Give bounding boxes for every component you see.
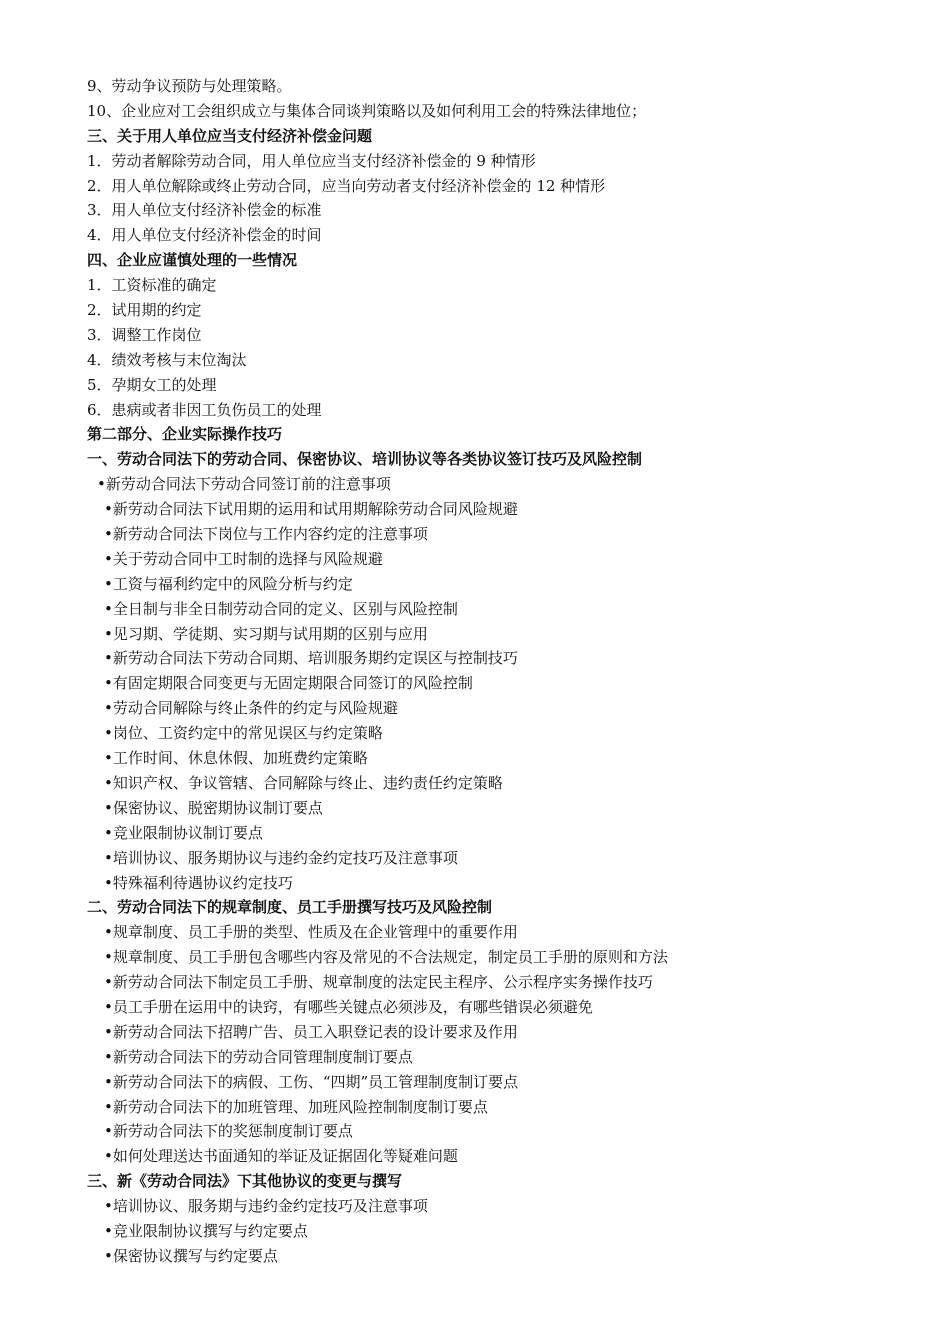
text-line: 3．调整工作岗位 [87, 325, 202, 344]
bullet-item: •培训协议、服务期协议与违约金约定技巧及注意事项 [104, 848, 458, 867]
bullet-item: •员工手册在运用中的诀窍，有哪些关键点必须涉及，有哪些错误必须避免 [104, 997, 593, 1016]
bullet-item: •工资与福利约定中的风险分析与约定 [104, 574, 353, 593]
bullet-item: •知识产权、争议管辖、合同解除与终止、违约责任约定策略 [104, 773, 503, 792]
section-heading: 第二部分、企业实际操作技巧 [87, 425, 283, 444]
text-line: 2．用人单位解除或终止劳动合同，应当向劳动者支付经济补偿金的 12 种情形 [87, 176, 606, 195]
section-heading: 四、企业应谨慎处理的一些情况 [87, 251, 298, 270]
text-line: 1．劳动者解除劳动合同，用人单位应当支付经济补偿金的 9 种情形 [87, 151, 536, 170]
bullet-item: •竞业限制协议撰写与约定要点 [104, 1221, 308, 1240]
bullet-item: •新劳动合同法下招聘广告、员工入职登记表的设计要求及作用 [104, 1022, 518, 1041]
bullet-item: •全日制与非全日制劳动合同的定义、区别与风险控制 [104, 599, 458, 618]
bullet-item: •新劳动合同法下劳动合同签订前的注意事项 [97, 475, 391, 494]
bullet-item: •岗位、工资约定中的常见误区与约定策略 [104, 724, 383, 743]
bullet-item: •竞业限制协议制订要点 [104, 823, 263, 842]
section-heading: 三、新《劳动合同法》下其他协议的变更与撰写 [87, 1172, 403, 1191]
bullet-item: •新劳动合同法下试用期的运用和试用期解除劳动合同风险规避 [104, 500, 518, 519]
bullet-item: •培训协议、服务期与违约金约定技巧及注意事项 [104, 1197, 428, 1216]
text-line: 1．工资标准的确定 [87, 276, 217, 295]
bullet-item: •新劳动合同法下劳动合同期、培训服务期约定误区与控制技巧 [104, 649, 518, 668]
text-line: 3．用人单位支付经济补偿金的标准 [87, 201, 322, 220]
text-line: 10、企业应对工会组织成立与集体合同谈判策略以及如何利用工会的特殊法律地位； [87, 101, 647, 120]
bullet-item: •保密协议、脱密期协议制订要点 [104, 798, 323, 817]
text-line: 6．患病或者非因工负伤员工的处理 [87, 400, 322, 419]
bullet-item: •见习期、学徒期、实习期与试用期的区别与应用 [104, 624, 428, 643]
bullet-item: •新劳动合同法下的病假、工伤、“四期”员工管理制度制订要点 [104, 1072, 519, 1091]
bullet-item: •如何处理送达书面通知的举证及证据固化等疑难问题 [104, 1147, 458, 1166]
document-body [87, 74, 930, 1269]
bullet-item: •新劳动合同法下的劳动合同管理制度制订要点 [104, 1047, 413, 1066]
section-heading: 一、劳动合同法下的劳动合同、保密协议、培训协议等各类协议签订技巧及风险控制 [87, 450, 643, 469]
bullet-item: •新劳动合同法下岗位与工作内容约定的注意事项 [104, 525, 428, 544]
text-line: 4．用人单位支付经济补偿金的时间 [87, 226, 322, 245]
section-heading: 二、劳动合同法下的规章制度、员工手册撰写技巧及风险控制 [87, 898, 493, 917]
bullet-item: •特殊福利待遇协议约定技巧 [104, 873, 293, 892]
text-line: 4．绩效考核与末位淘汰 [87, 350, 247, 369]
text-line: 9、劳动争议预防与处理策略。 [87, 77, 292, 95]
section-heading: 三、关于用人单位应当支付经济补偿金问题 [87, 126, 373, 145]
bullet-item: •关于劳动合同中工时制的选择与风险规避 [104, 549, 383, 568]
bullet-item: •规章制度、员工手册的类型、性质及在企业管理中的重要作用 [104, 923, 518, 942]
bullet-item: •新劳动合同法下的奖惩制度制订要点 [104, 1122, 353, 1141]
text-line: 5．孕期女工的处理 [87, 375, 217, 394]
bullet-item: •劳动合同解除与终止条件的约定与风险规避 [104, 699, 398, 718]
bullet-item: •有固定期限合同变更与无固定期限合同签订的风险控制 [104, 674, 473, 693]
bullet-item: •工作时间、休息休假、加班费约定策略 [104, 749, 368, 768]
bullet-item: •保密协议撰写与约定要点 [104, 1246, 278, 1265]
bullet-item: •规章制度、员工手册包含哪些内容及常见的不合法规定，制定员工手册的原则和方法 [104, 948, 668, 967]
bullet-item: •新劳动合同法下的加班管理、加班风险控制制度制订要点 [104, 1097, 488, 1116]
text-line: 2．试用期的约定 [87, 301, 202, 320]
bullet-item: •新劳动合同法下制定员工手册、规章制度的法定民主程序、公示程序实务操作技巧 [104, 973, 653, 992]
